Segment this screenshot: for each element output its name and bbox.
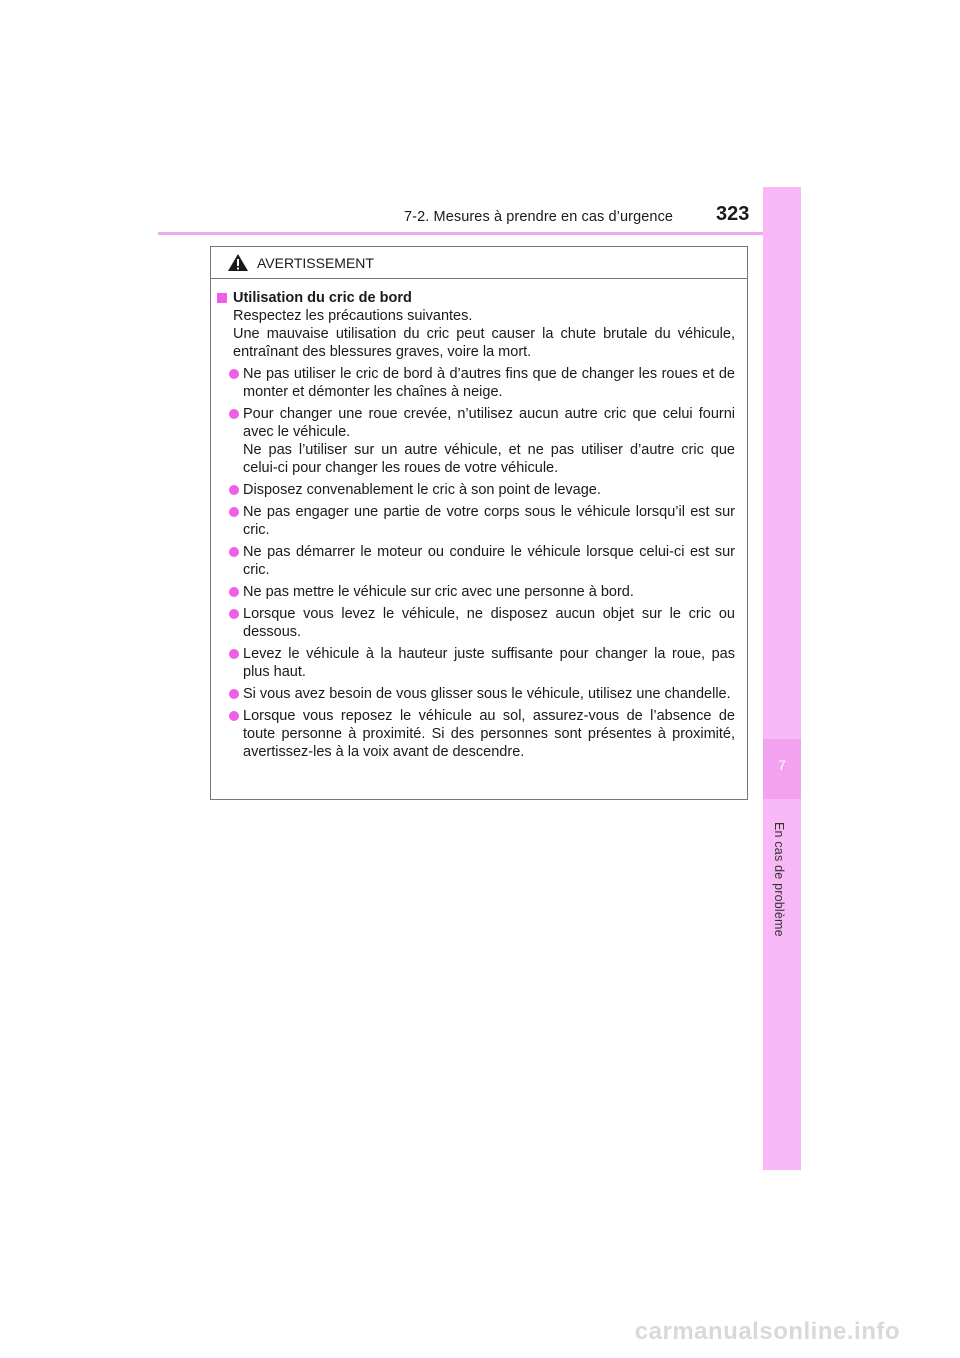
list-item-text: Levez le véhicule à la hauteur juste suffisante pour changer la roue, pas plus haut. <box>243 646 735 680</box>
warning-triangle-icon <box>227 253 249 272</box>
list-item <box>215 645 735 681</box>
warning-header <box>211 247 747 279</box>
header-section-title: 7-2. Mesures à prendre en cas d’urgence <box>404 209 674 225</box>
chapter-number: 7 <box>778 757 786 773</box>
circle-bullet-icon <box>229 689 239 699</box>
list-item <box>215 605 735 641</box>
header-divider <box>158 232 801 235</box>
list-item <box>215 503 735 539</box>
intro-line: Respectez les précautions suivantes. <box>233 308 473 324</box>
circle-bullet-icon <box>229 711 239 721</box>
warning-section <box>211 279 747 761</box>
list-item-text: Ne pas engager une partie de votre corps sous le véhicule lorsqu’il est sur cric. <box>243 504 735 538</box>
section-title <box>215 289 735 307</box>
circle-bullet-icon <box>229 369 239 379</box>
list-item <box>215 365 735 401</box>
circle-bullet-icon <box>229 587 239 597</box>
list-item-text: Ne pas l’utiliser sur un autre véhicule, et ne pas utiliser d’autre cric que celui-ci pour changer les roues de votre véhicule. <box>243 442 735 476</box>
list-item <box>215 543 735 579</box>
circle-bullet-icon <box>229 649 239 659</box>
section-title-text: Utilisation du cric de bord <box>233 290 412 306</box>
list-item <box>215 405 735 477</box>
page-number: 323 <box>716 203 750 225</box>
list-item-text: Disposez convenablement le cric à son point de levage. <box>243 482 601 498</box>
intro-text <box>215 307 735 361</box>
list-item-text: Ne pas mettre le véhicule sur cric avec une personne à bord. <box>243 584 634 600</box>
warning-heading: AVERTISSEMENT <box>257 254 374 271</box>
chapter-side-tab <box>763 187 801 1170</box>
list-item <box>215 481 735 499</box>
square-bullet-icon <box>217 293 227 303</box>
list-item-text: Ne pas utiliser le cric de bord à d’autres fins que de changer les roues et de monter et démonter les chaînes à neige. <box>243 366 735 400</box>
list-item-text: Ne pas démarrer le moteur ou conduire le véhicule lorsque celui-ci est sur cric. <box>243 544 735 578</box>
circle-bullet-icon <box>229 547 239 557</box>
list-item <box>215 707 735 761</box>
list-item-text: Pour changer une roue crevée, n’utilisez aucun autre cric que celui fourni avec le véhicule. <box>243 406 735 440</box>
list-item-text: Lorsque vous levez le véhicule, ne disposez aucun objet sur le cric ou dessous. <box>243 606 735 640</box>
list-item-text: Si vous avez besoin de vous glisser sous le véhicule, utilisez une chandelle. <box>243 686 731 702</box>
list-item-text: Lorsque vous reposez le véhicule au sol, assurez-vous de l’absence de toute personne à proximité. Si des personnes sont présentes à proximité, avertissez-les à la voix avant de descendre. <box>243 708 735 760</box>
intro-line: Une mauvaise utilisation du cric peut causer la chute brutale du véhicule, entraînant des blessures graves, voire la mort. <box>233 326 735 360</box>
watermark: carmanualsonline.info <box>634 1318 900 1345</box>
circle-bullet-icon <box>229 485 239 495</box>
list-item <box>215 583 735 601</box>
warning-box <box>210 246 748 800</box>
list-item <box>215 685 735 703</box>
circle-bullet-icon <box>229 609 239 619</box>
circle-bullet-icon <box>229 409 239 419</box>
chapter-label: En cas de problème <box>772 822 786 937</box>
circle-bullet-icon <box>229 507 239 517</box>
